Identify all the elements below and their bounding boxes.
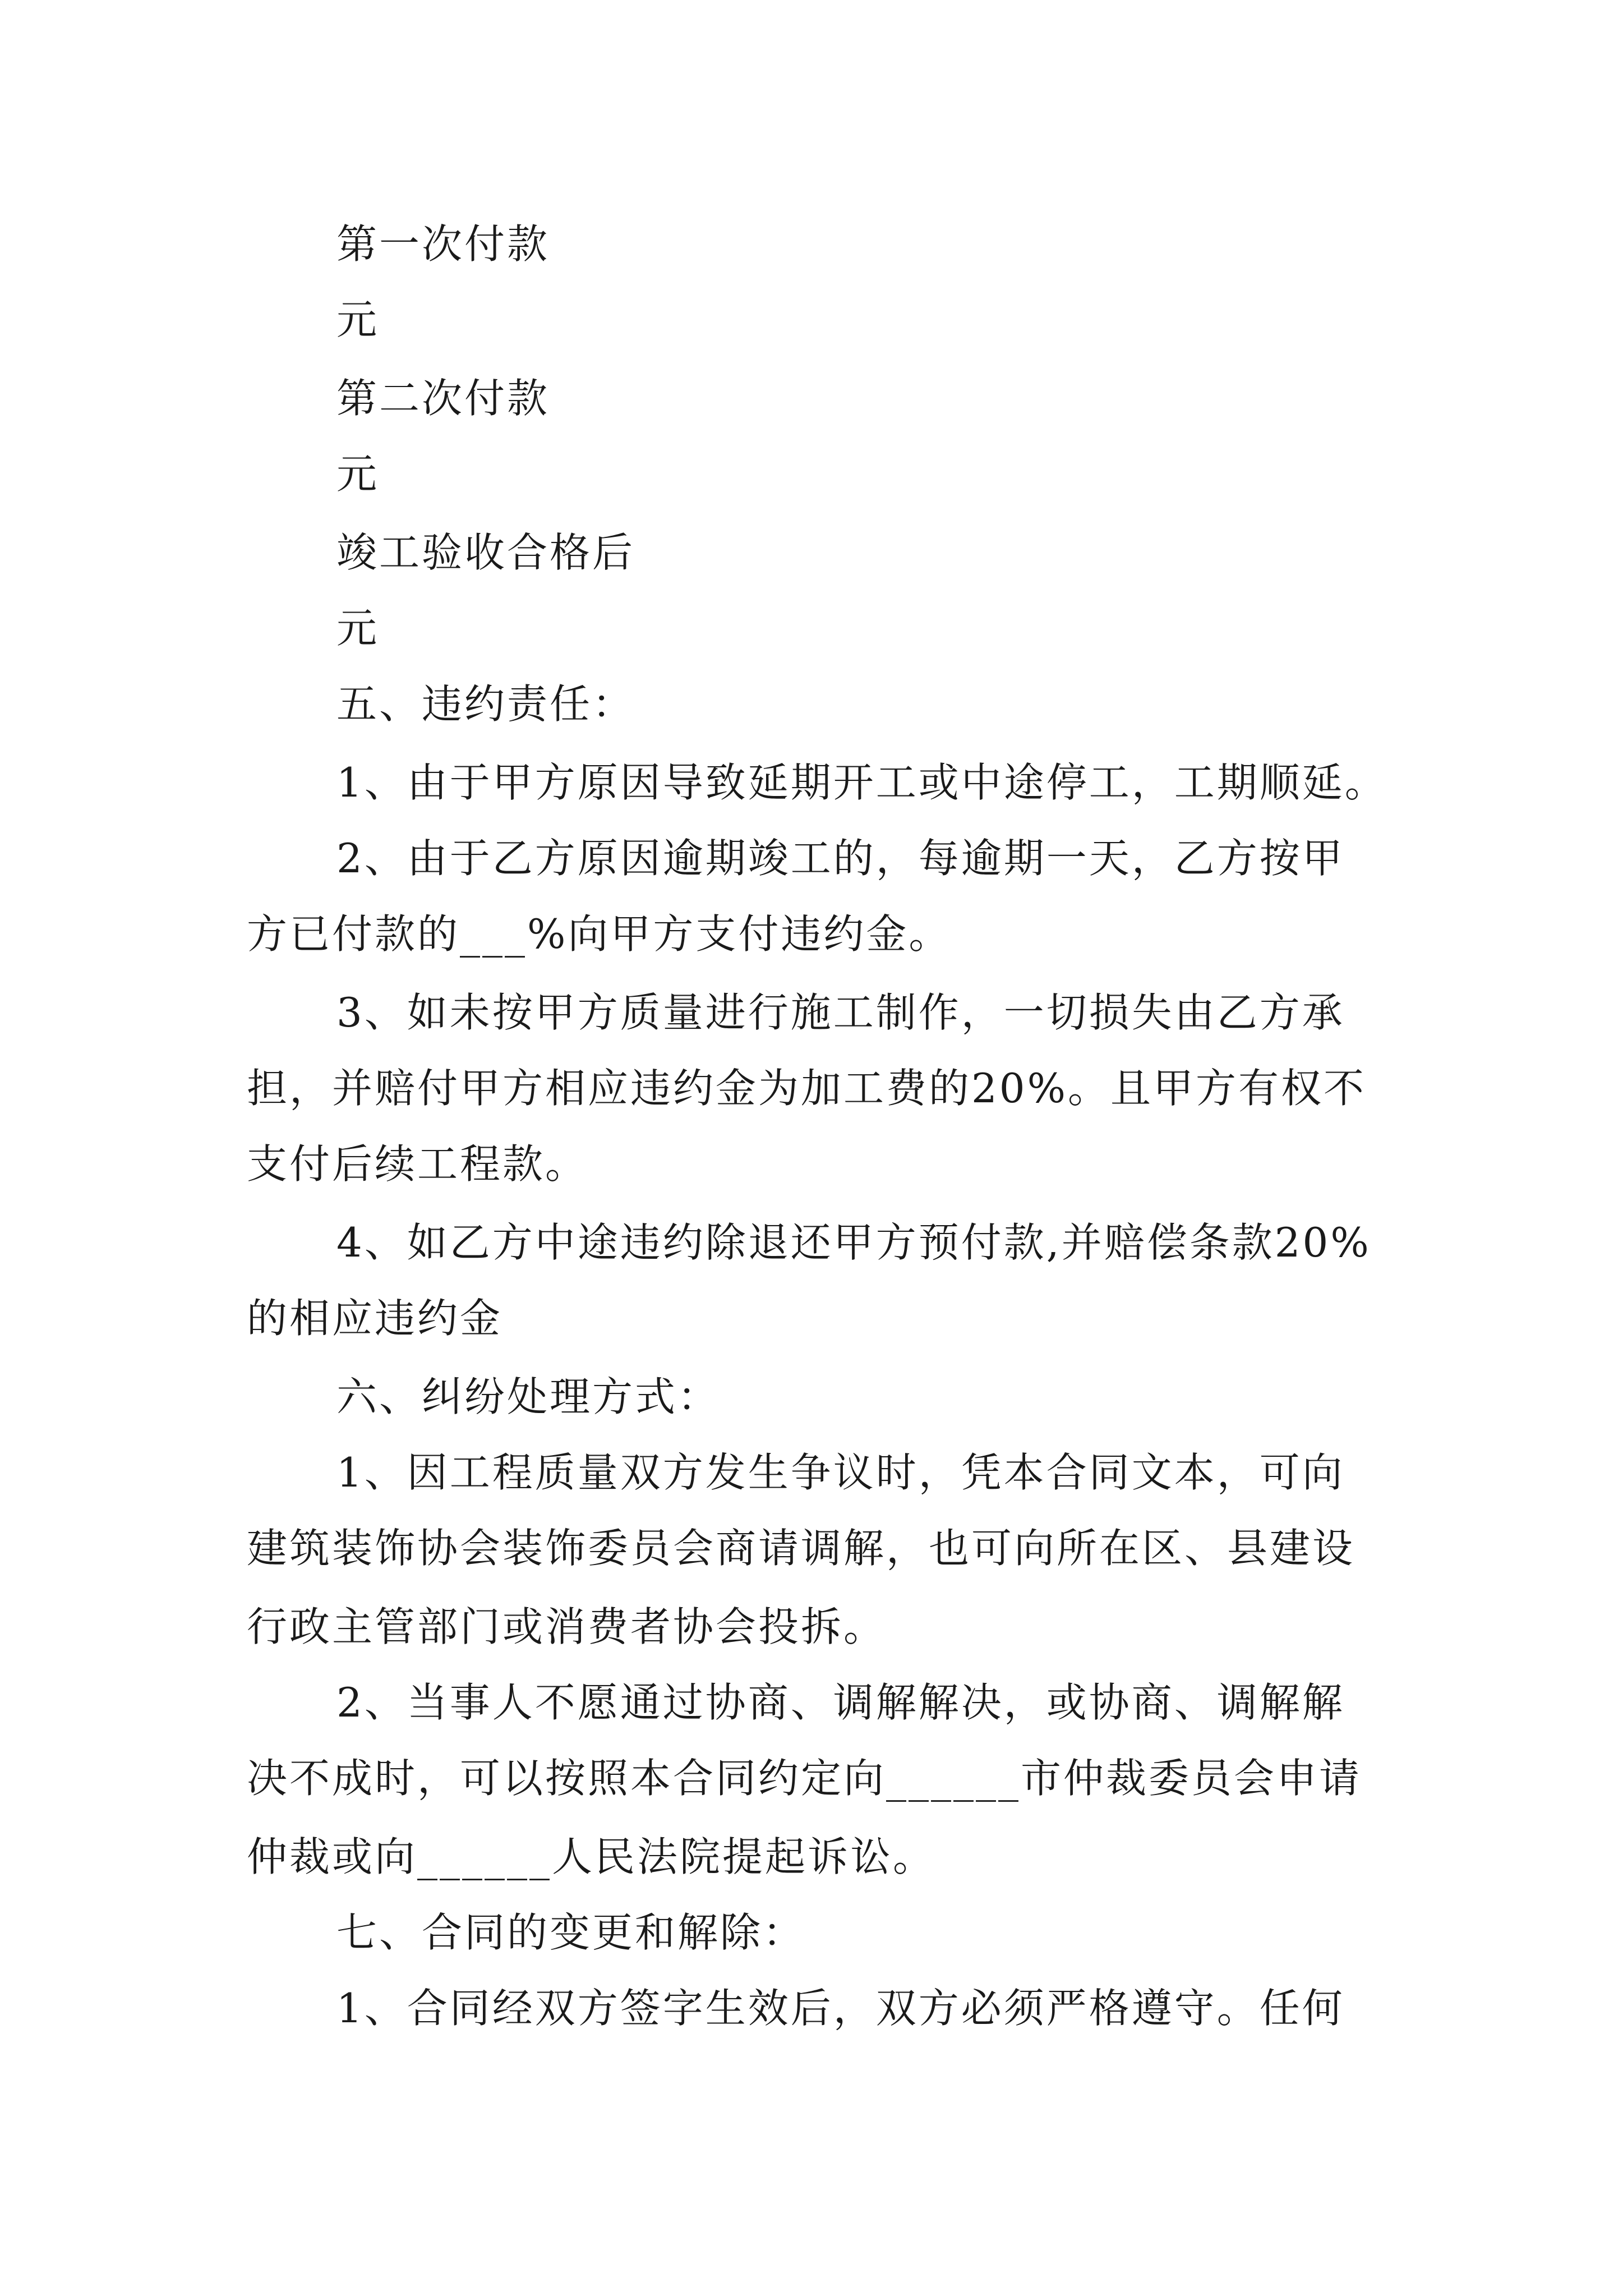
- text-line: 1、因工程质量双方发生争议时，凭本合同文本，可向: [336, 1449, 1345, 1496]
- text-line: 竣工验收合格后: [336, 529, 635, 576]
- text-line: 元: [336, 296, 380, 343]
- text-line: 支付后续工程款。: [247, 1140, 588, 1188]
- text-line: 元: [336, 450, 380, 498]
- text-line: 建筑装饰协会装饰委员会商请调解，也可向所在区、县建设: [247, 1525, 1355, 1572]
- text-line: 仲裁或向______人民法院提起诉讼。: [247, 1833, 936, 1880]
- text-line: 第二次付款: [336, 375, 550, 422]
- text-line: 方已付款的___%向甲方支付违约金。: [247, 910, 952, 958]
- text-line: 决不成时，可以按照本合同约定向______市仲裁委员会申请: [247, 1755, 1362, 1802]
- text-line: 担，并赔付甲方相应违约金为加工费的20%。且甲方有权不: [247, 1065, 1367, 1112]
- section-heading: 五、违约责任：: [336, 680, 635, 728]
- text-line: 1、由于甲方原因导致延期开工或中途停工，工期顺延。: [336, 759, 1387, 806]
- text-line: 1、合同经双方签字生效后，双方必须严格遵守。任何: [336, 1985, 1345, 2032]
- text-line: 第一次付款: [336, 220, 550, 268]
- text-line: 的相应违约金: [247, 1295, 503, 1342]
- section-heading: 六、纠纷处理方式：: [336, 1373, 721, 1420]
- text-line: 行政主管部门或消费者协会投拆。: [247, 1603, 887, 1650]
- text-line: 元: [336, 605, 380, 652]
- section-heading: 七、合同的变更和解除：: [336, 1909, 806, 1956]
- text-line: 2、当事人不愿通过协商、调解解决，或协商、调解解: [336, 1679, 1345, 1726]
- text-line: 2、由于乙方原因逾期竣工的，每逾期一天，乙方按甲: [336, 835, 1345, 882]
- text-line: 3、如未按甲方质量进行施工制作，一切损失由乙方承: [336, 989, 1345, 1036]
- text-line: 4、如乙方中途违约除退还甲方预付款,并赔偿条款20%: [336, 1219, 1371, 1266]
